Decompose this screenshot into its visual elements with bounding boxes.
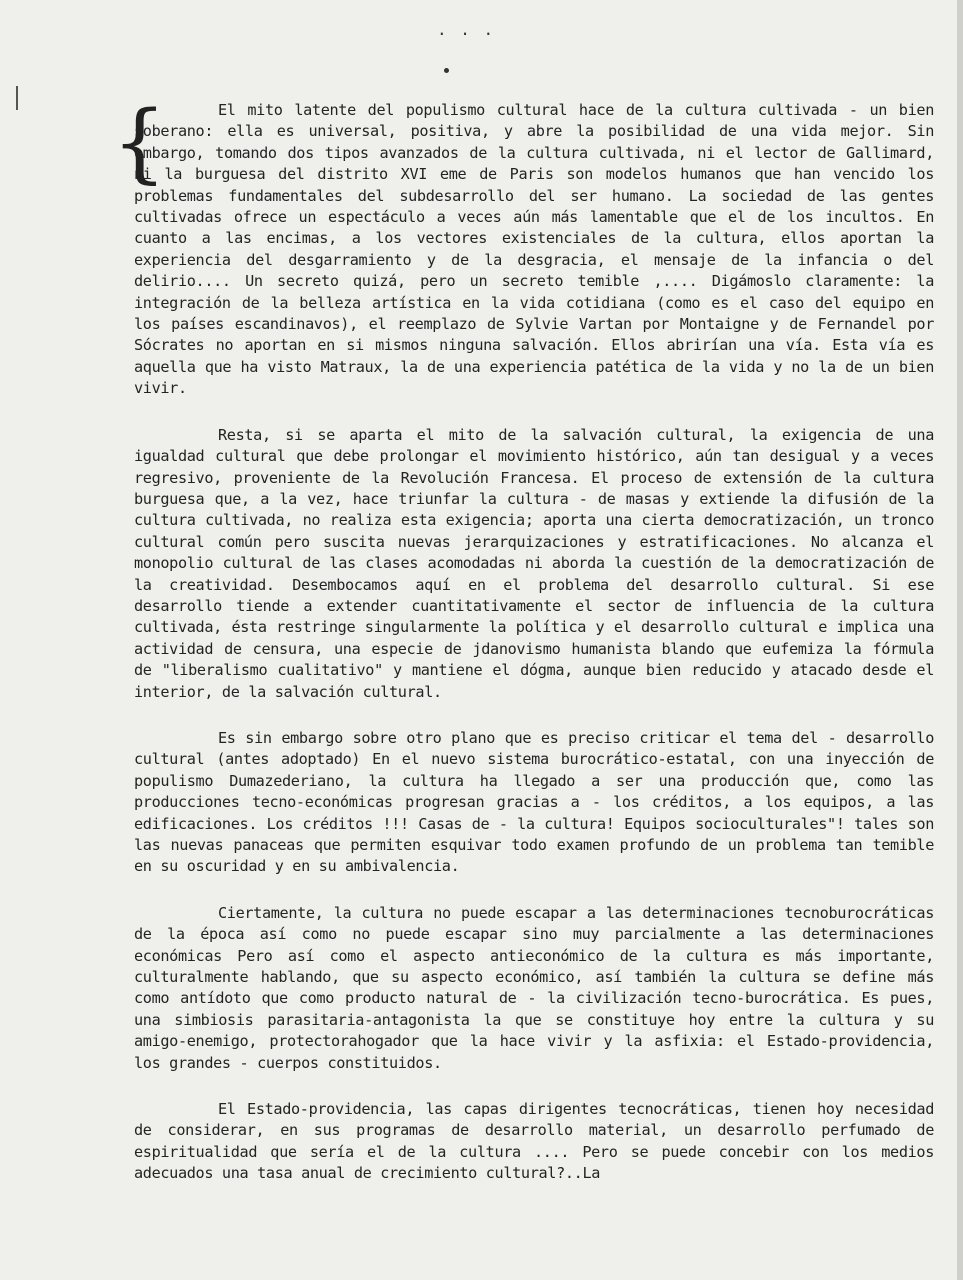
top-dots: . . . bbox=[437, 20, 496, 39]
ink-dot bbox=[444, 68, 449, 73]
paragraph-3: Es sin embargo sobre otro plano que es preciso criticar el tema del - desarrollo cultural (antes adoptado) En el nuevo sistema burocrático-estatal, con una inyección de populismo Dumazederiano, la cultura ha llegado a ser una producción que, como las producciones tecno-económicas progresan gracias a - los créditos, a los equipos, a las edificaciones. Los créditos !!! Casas de - la cultura! Equipos socioculturales"! tales son las nuevas panaceas que permiten esquivar todo examen profundo de un problema tan temible en su oscuridad y en su ambivalencia. bbox=[134, 728, 934, 876]
paragraph-5: El Estado-providencia, las capas dirigentes tecnocráticas, tienen hoy necesidad de considerar, en sus programas de desarrollo material, un desarrollo perfumado de espiritualidad que sería el de la cultura .... Pero se puede concebir con los medios adecuados una tasa anual de crecimiento cultural?..La bbox=[134, 1100, 934, 1183]
paragraph-1: El mito latente del populismo cultural hace de la cultura cultivada - un bien soberano: ella es universal, positiva, y abre la posibilidad de una vida mejor. Sin embargo, tomando dos tipos avanzados de la cultura cultivada, ni el lector de Gallimard, ni la burguesa del distrito XVI eme de Paris son modelos humanos que han vencido los problemas fundamentales del subdesarrollo del ser humano. La sociedad de las gentes cultivadas ofrece un espectáculo a veces aún más lamentable que el de los incultos. En cuanto a las encimas, a los vectores existenciales de la cultura, ellos aportan la experiencia del desgarramiento y de la desgracia, el mensaje de la infancia o del delirio.... Un secreto quizá, pero un secreto temible ,.... Digámoslo claramente: la integración de la belleza artística en la vida cotidiana (como es el caso del equipo en los países escandinavos), el reemplazo de Sylvie Vartan por Montaigne y de Fernandel por Sócrates no aportan en si mismos ninguna salvación. Ellos abrirían una vía. Esta vía es aquella que ha visto Matraux, la de una experiencia patética de la vida y no la de un bien vivir. bbox=[134, 101, 934, 398]
handwritten-brace: { bbox=[112, 93, 167, 193]
page-edge-shadow bbox=[957, 0, 963, 1280]
paragraph-2: Resta, si se aparta el mito de la salvación cultural, la exigencia de una igualdad cultural que debe prolongar el movimiento histórico, aún tan desigual y a veces regresivo, proveniente de la Revolución Francesa. El proceso de extensión de la cultura burguesa que, a la vez, hace triunfar la cultura - de masas y extiende la difusión de la cultura cultivada, no realiza esta exigencia; aporta una cierta democratización, un tronco cultural común pero suscita nuevas jerarquizaciones y estratificaciones. No alcanza el monopolio cultural de las clases acomodadas ni aborda la cuestión de la democratización de la creatividad. Desembocamos aquí en el problema del desarrollo cultural. Si ese desarrollo tiende a extender cuantitativamente el sector de influencia de la cultura cultivada, ésta restringe singularmente la política y el desarrollo cultural e implica una actividad de censura, una especie de jdanovismo humanista blando que eufemiza la fórmula de "liberalismo cualitativo" y mantiene el dógma, aunque bien reducido y atacado desde el interior, de la salvación cultural. bbox=[134, 425, 934, 701]
paragraph-4: Ciertamente, la cultura no puede escapar a las determinaciones tecnoburocráticas de la época así como no puede escapar sino muy parcialmente a las determinaciones económicas Pero así como el aspecto antieconómico de la cultura es más importante, culturalmente hablando, que su aspecto económico, así también la cultura se define más como antídoto que como producto natural de - la civilización tecno-burocrática. Es pues, una simbiosis parasitaria-antagonista la que se constituye hoy entre la cultura y su amigo-enemigo, protectorahogador que la hace vivir y la asfixia: el Estado-providencia, los grandes - cuerpos constituidos. bbox=[134, 903, 934, 1072]
margin-mark bbox=[16, 86, 18, 110]
document-body bbox=[134, 100, 934, 1185]
